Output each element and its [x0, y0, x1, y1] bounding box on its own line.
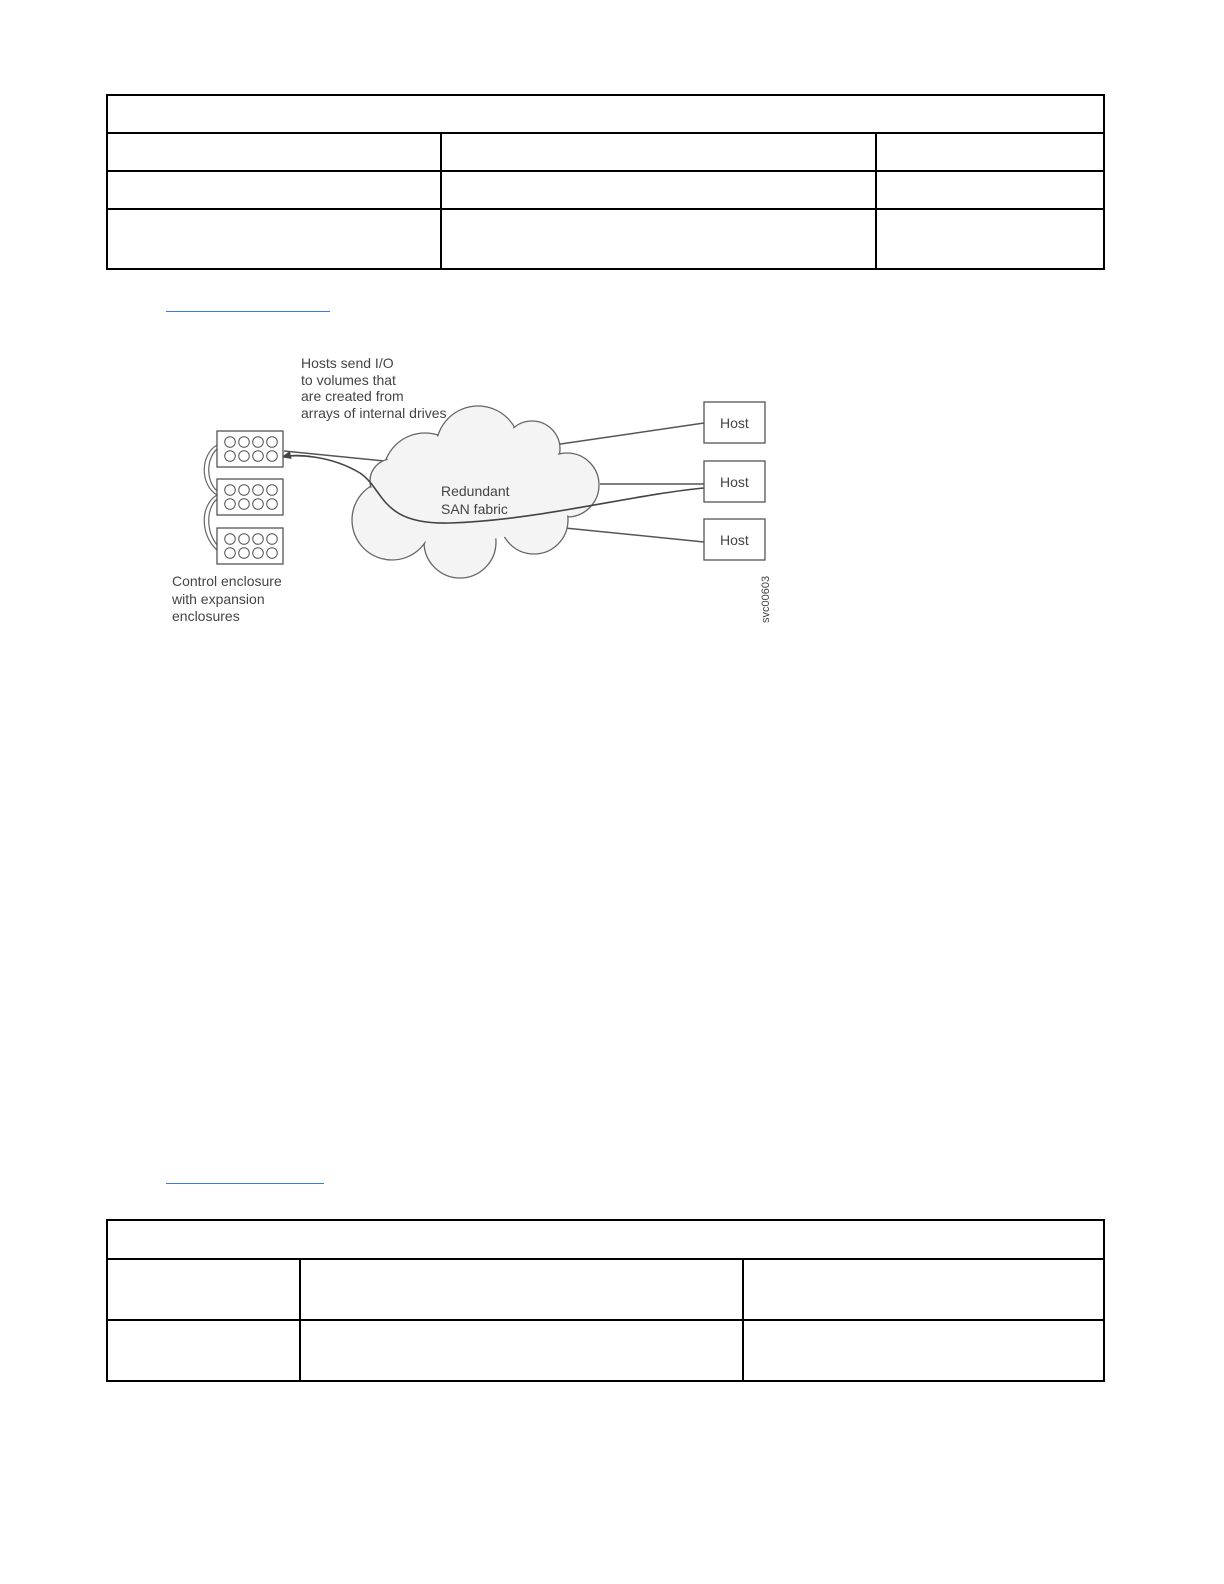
control-enclosure [217, 431, 283, 467]
table-cell [299, 1321, 742, 1380]
enclosure-label: Control enclosure with expansion enclosures [172, 573, 282, 624]
table-cell [108, 172, 440, 208]
figure-id: svc00603 [760, 575, 772, 623]
table-cell [742, 1321, 1103, 1380]
table-cell [875, 172, 1103, 208]
table-cell [108, 1260, 299, 1319]
top-table [106, 94, 1105, 270]
link-underline[interactable] [166, 311, 330, 312]
table-cell [108, 134, 440, 170]
bottom-table [106, 1219, 1105, 1382]
table-cell [440, 172, 875, 208]
san-fabric-label: Redundant SAN fabric [441, 483, 510, 517]
svg-text:Host: Host [720, 474, 749, 490]
table-caption-cell [108, 96, 1103, 132]
table-row [108, 1258, 1103, 1319]
table-row [108, 208, 1103, 268]
table-header-row [108, 96, 1103, 132]
svg-text:Host: Host [720, 415, 749, 431]
svg-text:Host: Host [720, 532, 749, 548]
host-box [704, 402, 765, 443]
link-underline[interactable] [166, 1183, 324, 1184]
san-diagram [160, 345, 800, 630]
host-box [704, 461, 765, 502]
enclosure-stack [204, 431, 283, 564]
table-cell [875, 210, 1103, 268]
table-caption-cell [108, 1221, 1103, 1258]
table-header-row [108, 1221, 1103, 1258]
table-cell [875, 134, 1103, 170]
host-link-line [565, 528, 704, 542]
table-row [108, 170, 1103, 208]
table-cell [742, 1260, 1103, 1319]
host-link-line [540, 423, 704, 447]
hosts-caption: Hosts send I/O to volumes that are created from arrays of internal drives [301, 355, 447, 421]
table-cell [440, 134, 875, 170]
table-row [108, 1319, 1103, 1380]
table-cell [440, 210, 875, 268]
table-row [108, 132, 1103, 170]
expansion-enclosure [217, 479, 283, 515]
enclosure-link-line [284, 451, 395, 462]
expansion-enclosure [217, 528, 283, 564]
table-cell [108, 1321, 299, 1380]
host-box [704, 519, 765, 560]
table-cell [299, 1260, 742, 1319]
table-cell [108, 210, 440, 268]
